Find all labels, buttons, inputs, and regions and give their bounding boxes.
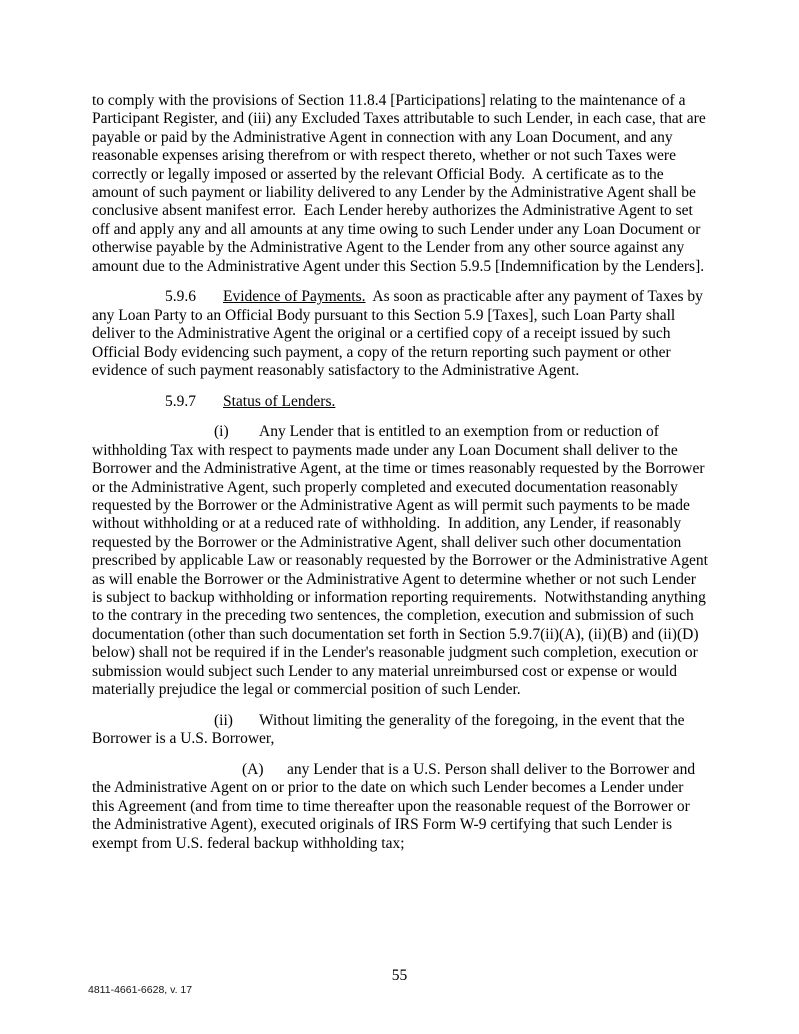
paragraph-continuation: to comply with the provisions of Section 11.8.4 [Participations] relating to the maintenance of a Participant Register, and (iii) any Excluded Taxes attributable to such Lender, in each case, that are payable or paid by the Administrative Agent in connection with any Loan Document, and any reasonable expenses arising therefrom or with respect thereto, whether or not such Taxes were correctly or legally imposed or asserted by the relevant Official Body. A certificate as to the amount of such payment or liability delivered to any Lender by the Administrative Agent shall be conclusive absent manifest error. Each Lender hereby authorizes the Administrative Agent to set off and apply any and all amounts at any time owing to such Lender under any Loan Document or otherwise payable by the Administrative Agent to the Lender from any other source against any amount due to the Administrative Agent under this Section 5.9.5 [Indemnification by the Lenders]. (92, 92, 710, 275)
clause-text: any Lender that is a U.S. Person shall deliver to the Borrower and the Administrative Agent on or prior to the date on which such Lender becomes a Lender under this Agreement (and from time to time thereafter upon the reasonable request of the Borrower or the Administrative Agent), executed originals of IRS Form W-9 certifying that such Lender is exempt from U.S. federal backup withholding tax; (92, 760, 699, 852)
section-number: 5.9.7 (165, 392, 196, 410)
section-heading: Evidence of Payments. (223, 288, 366, 306)
section-5-9-7 (92, 393, 708, 411)
clause-text: Any Lender that is entitled to an exemption from or reduction of withholding Tax with respect to payments made under any Loan Document shall deliver to the Borrower and the Administrative Agent, at the time or times reasonably requested by the Borrower or the Administrative Agent, such properly completed and executed documentation reasonably requested by the Borrower or the Administrative Agent as will permit such payments to be made without withholding or at a reduced rate of withholding. In addition, any Lender, if reasonably requested by the Borrower or the Administrative Agent, shall deliver such other documentation prescribed by applicable Law or reasonably requested by the Borrower or the Administrative Agent as will enable the Borrower or the Administrative Agent to determine whether or not such Lender is subject to backup withholding or information reporting requirements. Notwithstanding anything to the contrary in the preceding two sentences, the completion, execution and submission of such documentation (other than such documentation set forth in Section 5.9.7(ii)(A), (ii)(B) and (ii)(D) below) shall not be required if in the Lender's reasonable judgment such completion, execution or submission would subject such Lender to any material unreimbursed cost or expense or would materially prejudice the legal or commercial position of such Lender. (92, 423, 712, 699)
clause-ii (92, 712, 708, 749)
page-number: 55 (391, 967, 408, 984)
clause-marker: (ii) (214, 711, 233, 729)
document-body (92, 92, 712, 865)
clause-text: Without limiting the generality of the foregoing, in the event that the Borrower is a U.S. Borrower, (92, 711, 689, 748)
section-body-text: As soon as practicable after any payment of Taxes by any Loan Party to an Official Body pursuant to this Section 5.9 [Taxes], such Loan Party shall deliver to the Administrative Agent the original or a certified copy of a receipt issued by such Official Body evidencing such payment, a copy of the return reporting such payment or other evidence of such payment reasonably satisfactory to the Administrative Agent. (92, 288, 707, 379)
section-5-9-6 (92, 288, 708, 380)
document-id-stamp: 4811-4661-6628, v. 17 (88, 984, 193, 996)
section-number: 5.9.6 (165, 288, 196, 306)
clause-marker: (i) (214, 423, 229, 441)
clause-ii-A (92, 761, 708, 853)
section-heading: Status of Lenders. (223, 392, 336, 410)
clause-marker: (A) (242, 760, 264, 778)
clause-i (92, 423, 712, 699)
